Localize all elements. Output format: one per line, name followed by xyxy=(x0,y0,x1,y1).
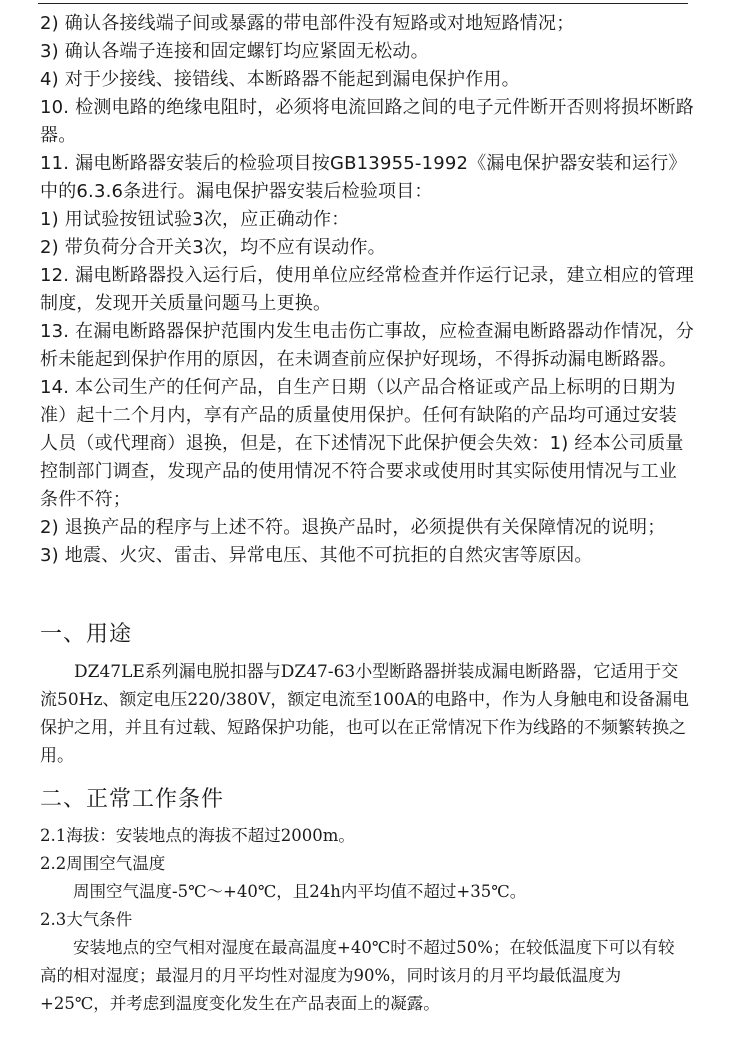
note-item: 2) 确认各接线端子间或暴露的带电部件没有短路或对地短路情况； xyxy=(40,13,575,34)
condition-line: 安装地点的空气相对湿度在最高温度+40℃时不超过50%；在较低温度下可以有较高的相对湿度；最湿月的月平均性对湿度为90%，同时该月的月平均最低温度为+25℃，并考虑到温度变化发生在产品表面上的凝露。 xyxy=(40,938,675,1013)
conditions-list xyxy=(40,822,690,1018)
note-item: 14. 本公司生产的任何产品，自生产日期（以产品合格证或产品上标明的日期为准）起十二个月内，享有产品的质量使用保护。任何有缺陷的产品均可通过安装人员（或代理商）退换，但是，在下述情况下此保护便会失效：1) 经本公司质量控制部门调查，发现产品的使用情况不符合要求或使用时其实际使用情况与工业条件不符； xyxy=(40,377,684,510)
note-item: 2) 带负荷分合开关3次，均不应有误动作。 xyxy=(40,237,386,258)
note-item: 10. 检测电路的绝缘电阻时，必须将电流回路之间的电子元件断开否则将损坏断路器。 xyxy=(40,97,694,146)
section-heading-conditions: 二、正常工作条件 xyxy=(40,787,225,812)
section-heading-usage: 一、用途 xyxy=(40,622,133,647)
note-item: 12. 漏电断路器投入运行后，使用单位应经常检查并作运行记录，建立相应的管理制度，发现开关质量问题马上更换。 xyxy=(40,265,694,314)
note-item: 2) 退换产品的程序与上述不符。退换产品时，必须提供有关保障情况的说明； xyxy=(40,517,666,538)
note-item: 3) 确认各端子连接和固定螺钉均应紧固无松动。 xyxy=(40,41,429,62)
note-item: 4) 对于少接线、接错线、本断路器不能起到漏电保护作用。 xyxy=(40,69,520,90)
usage-paragraph: DZ47LE系列漏电脱扣器与DZ47-63小型断路器拼装成漏电断路器，它适用于交流50Hz、额定电压220/380V，额定电流至100A的电路中，作为人身触电和设备漏电保护之用，并且有过载、短路保护功能，也可以在正常情况下作为线路的不频繁转换之用。 xyxy=(40,662,690,766)
condition-line: 周围空气温度-5℃～+40℃，且24h内平均值不超过+35℃。 xyxy=(73,882,527,901)
top-rule xyxy=(38,3,688,4)
condition-line: 2.1海拔：安装地点的海拔不超过2000m。 xyxy=(40,826,355,845)
note-item: 13. 在漏电断路器保护范围内发生电击伤亡事故，应检查漏电断路器动作情况，分析未能起到保护作用的原因，在未调查前应保护好现场，不得拆动漏电断路器。 xyxy=(40,321,694,370)
installation-notes xyxy=(40,10,695,570)
condition-line: 2.2周围空气温度 xyxy=(40,854,166,873)
note-item: 3) 地震、火灾、雷击、异常电压、其他不可抗拒的自然灾害等原因。 xyxy=(40,545,593,566)
note-item: 1) 用试验按钮试验3次，应正确动作： xyxy=(40,209,350,230)
condition-line: 2.3大气条件 xyxy=(40,910,133,929)
note-item: 11. 漏电断路器安装后的检验项目按GB13955-1992《漏电保护器安装和运行》中的6.3.6条进行。漏电保护器安装后检验项目： xyxy=(40,153,687,202)
